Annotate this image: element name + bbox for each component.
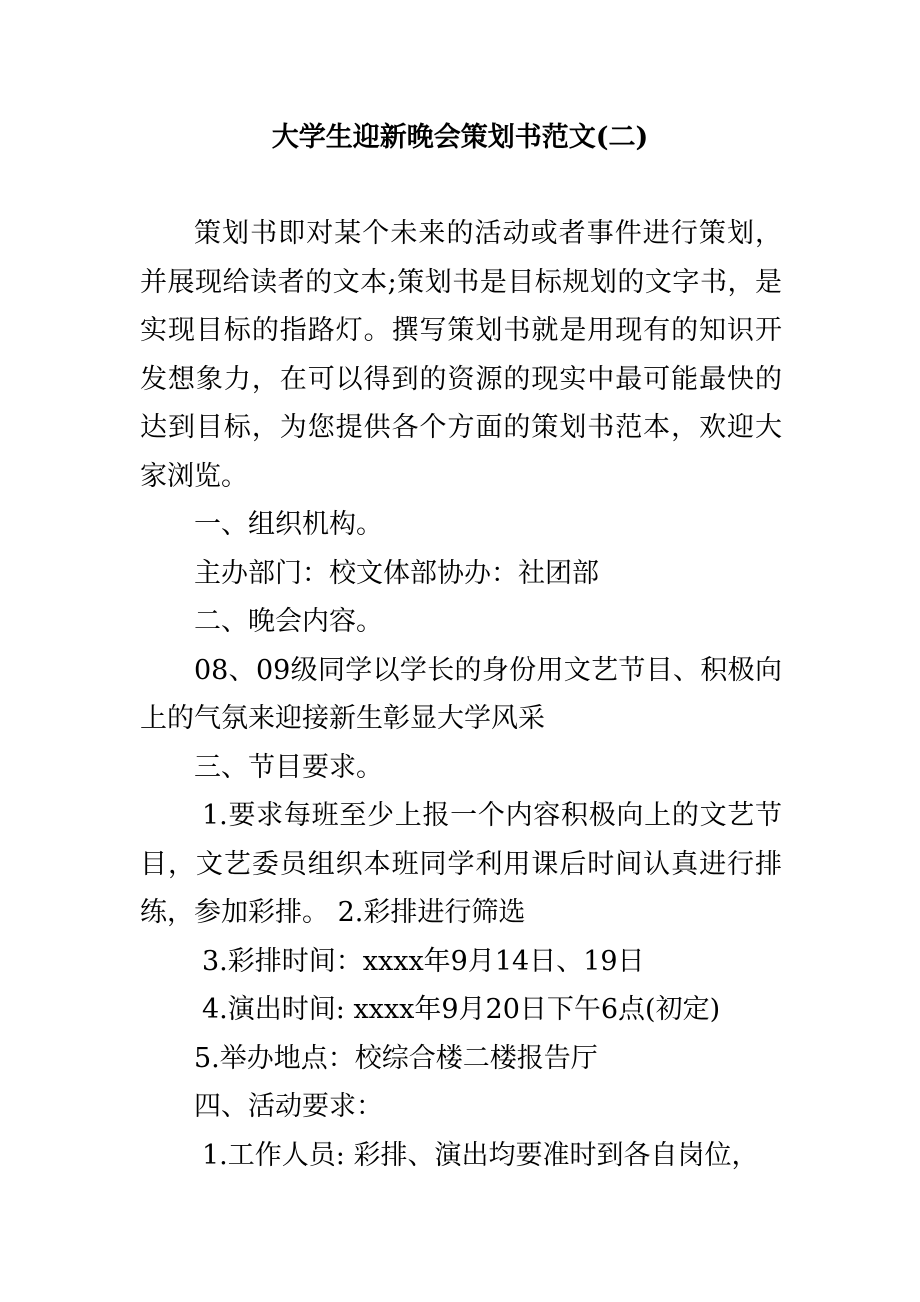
organizer-line: 主办部门：校文体部协办：社团部 <box>194 557 599 589</box>
requirement-item-1: 1.要求每班至少上报一个内容积极向上的文艺节目，文艺委员组织本班同学利用课后时间认真进行排练，参加彩排。 2.彩排进行筛选 <box>140 800 782 928</box>
venue-line: 5.举办地点：校综合楼二楼报告厅 <box>194 1042 598 1074</box>
document-body <box>140 210 782 1180</box>
rehearsal-time-line: 3.彩排时间：xxxx年9月14日、19日 <box>202 945 645 977</box>
content-paragraph: 08、09级同学以学长的身份用文艺节目、积极向上的气氛来迎接新生彰显大学风采 <box>140 654 782 734</box>
section-heading-content: 二、晚会内容。 <box>194 606 383 637</box>
section-heading-organization: 一、组织机构。 <box>194 509 383 540</box>
section-heading-activity-requirements: 四、活动要求： <box>194 1091 383 1122</box>
section-heading-requirements: 三、节目要求。 <box>194 751 383 783</box>
staff-requirement-line: 1.工作人员: 彩排、演出均要准时到各自岗位， <box>202 1139 759 1171</box>
intro-paragraph: 策划书即对某个未来的活动或者事件进行策划，并展现给读者的文本;策划书是目标规划的文字书，是实现目标的指路灯。撰写策划书就是用现有的知识开发想象力，在可以得到的资源的现实中最可能最快的达到目标，为您提供各个方面的策划书范本，欢迎大家浏览。 <box>140 218 782 492</box>
performance-time-line: 4.演出时间: xxxx年9月20日下午6点(初定) <box>202 994 721 1025</box>
document-title: 大学生迎新晚会策划书范文(二) <box>271 122 649 153</box>
